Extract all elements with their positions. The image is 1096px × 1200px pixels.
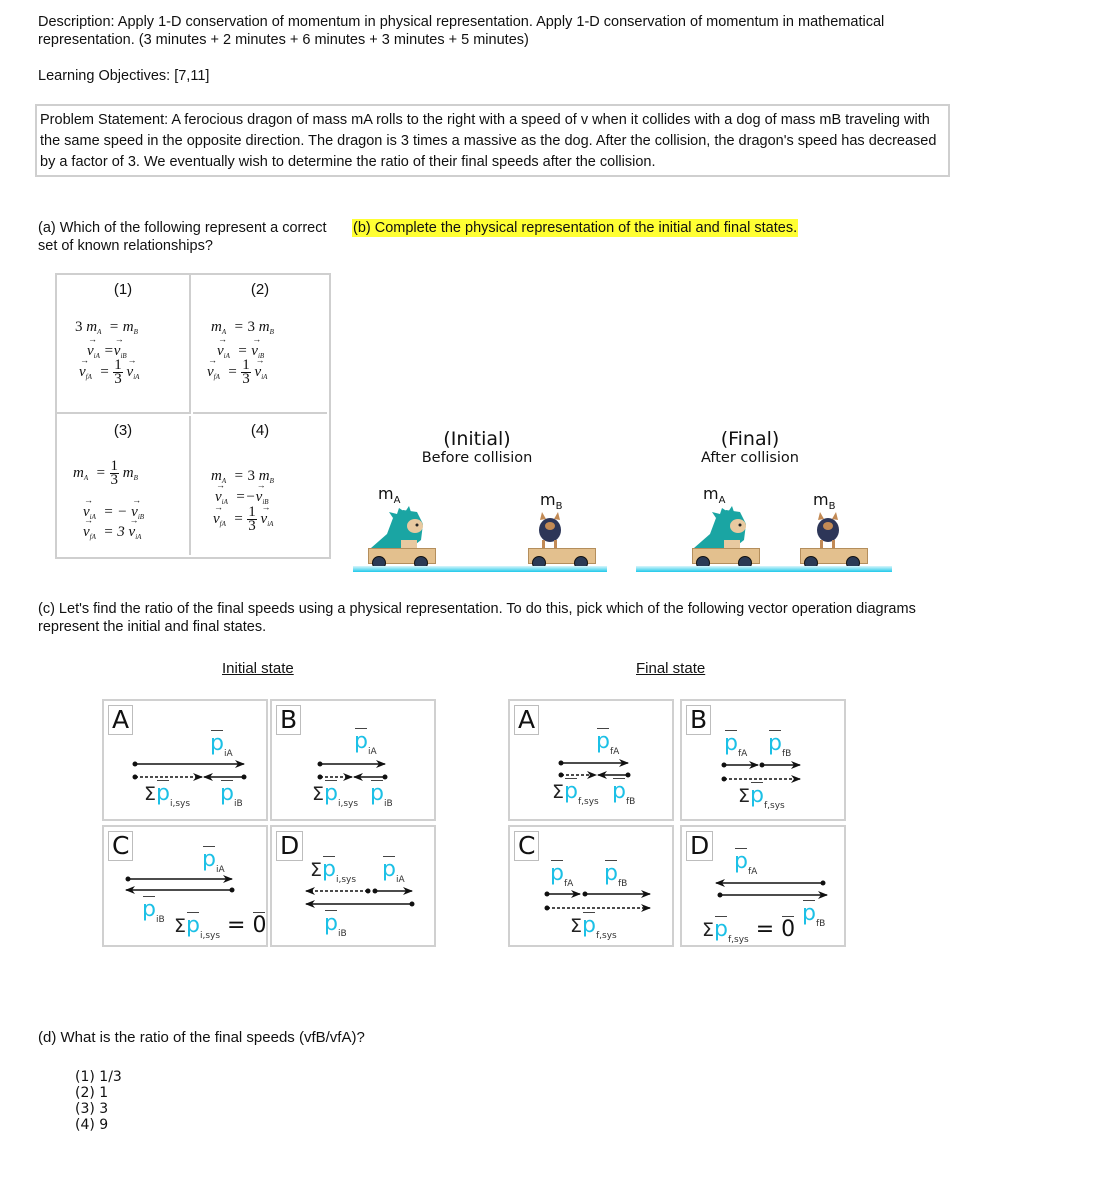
final-track bbox=[636, 566, 892, 572]
momentum-label-b: $p_{fB}$ bbox=[604, 861, 628, 889]
final-diagram-b[interactable] bbox=[680, 699, 846, 821]
momentum-sum-label: $\Sigma p_{f,sys}$ bbox=[570, 913, 617, 941]
option-label: (3) bbox=[113, 422, 133, 439]
relationship-option-4[interactable] bbox=[193, 416, 327, 555]
initial-mass-b-label: $m_B$ bbox=[540, 490, 563, 513]
relationship-option-1[interactable] bbox=[57, 275, 191, 414]
momentum-label-b: $p_{fB}$ bbox=[802, 901, 826, 929]
learning-objectives: Learning Objectives: [7,11] bbox=[38, 68, 210, 84]
equation-velocity-final: → $v_{fA}$ = $\frac{1}{3}$ → $v_{iA}$ bbox=[207, 359, 267, 386]
initial-subtitle: Before collision bbox=[421, 450, 533, 466]
final-state-panel bbox=[636, 428, 864, 466]
momentum-label-b: $p_{iB}$ bbox=[220, 781, 243, 809]
equation-velocity-final: → $v_{fA}$ = $\frac{1}{3}$ → $v_{iA}$ bbox=[213, 506, 273, 533]
momentum-label-b: $p_{fB}$ bbox=[612, 779, 636, 807]
diagram-letter: B bbox=[276, 705, 301, 735]
dog-icon bbox=[530, 512, 570, 552]
relationship-option-2[interactable] bbox=[193, 275, 327, 414]
final-state-heading: Final state bbox=[636, 660, 706, 677]
option-label: (1) bbox=[113, 281, 133, 298]
diagram-letter: A bbox=[108, 705, 133, 735]
equation-velocity-initial: → $v_{iA}$ =−→ $v_{iB}$ bbox=[215, 489, 269, 506]
final-diagram-d[interactable] bbox=[680, 825, 846, 947]
part-c-question: (c) Let's find the ratio of the final speeds using a physical representation. To do this, pick which of the following vector operation diagrams represent the initial and final states. bbox=[38, 601, 916, 635]
momentum-label-a: $p_{iA}$ bbox=[382, 857, 405, 885]
equation-velocity-initial: → $v_{iA}$ = → $v_{iB}$ bbox=[217, 343, 264, 360]
answer-option-1[interactable]: (1) 1/3 bbox=[75, 1069, 122, 1085]
initial-diagram-c[interactable] bbox=[102, 825, 268, 947]
momentum-sum-label: $\Sigma p_{i,sys}$ bbox=[310, 857, 357, 885]
momentum-label-a: $p_{iA}$ bbox=[202, 847, 225, 875]
momentum-label-a: $p_{fA}$ bbox=[596, 729, 620, 757]
option-label: (2) bbox=[250, 281, 270, 298]
diagram-letter: C bbox=[514, 831, 539, 861]
final-title: (Final) bbox=[720, 428, 780, 450]
momentum-sum-label: $\Sigma p_{f,sys} = 0$ bbox=[702, 917, 796, 945]
equation-mass: 3 $m_A = m_B$ bbox=[75, 319, 138, 336]
option-label: (4) bbox=[250, 422, 270, 439]
part-d-question: (d) What is the ratio of the final speeds (vfB/vfA)? bbox=[38, 1029, 365, 1046]
dog-icon bbox=[808, 512, 848, 552]
part-b-question: (b) Complete the physical representation of the initial and final states. bbox=[353, 220, 798, 236]
answer-option-3[interactable]: (3) 3 bbox=[75, 1101, 109, 1117]
equation-mass: $m_A = 3$ $m_B$ bbox=[211, 468, 274, 485]
diagram-letter: D bbox=[276, 831, 303, 861]
momentum-sum-label: $\Sigma p_{i,sys}$ bbox=[312, 781, 359, 809]
diagram-letter: B bbox=[686, 705, 711, 735]
final-mass-a-label: $m_A$ bbox=[703, 484, 726, 507]
momentum-sum-label: $\Sigma p_{f,sys}$ bbox=[552, 779, 599, 807]
equation-velocity-final: → $v_{fA}$ = $\frac{1}{3}$ → $v_{iA}$ bbox=[79, 359, 139, 386]
initial-diagram-b[interactable] bbox=[270, 699, 436, 821]
initial-state-panel bbox=[352, 428, 602, 466]
diagram-letter: D bbox=[686, 831, 713, 861]
momentum-sum-label: $\Sigma p_{i,sys}$ bbox=[144, 781, 191, 809]
momentum-label-b: $p_{iB}$ bbox=[370, 781, 393, 809]
relationships-table bbox=[55, 273, 331, 559]
final-diagram-c[interactable] bbox=[508, 825, 674, 947]
initial-track bbox=[353, 566, 607, 572]
equation-velocity-initial: → $v_{iA}$ = − → $v_{iB}$ bbox=[83, 504, 144, 521]
momentum-sum-label: $\Sigma p_{f,sys}$ bbox=[738, 783, 785, 811]
problem-statement-text: A ferocious dragon of mass mA rolls to the right with a speed of v when it collides with a dog of mass mB traveling with the same speed in the opposite direction. The dragon is 3 times a massive as the dog. After the collision, the dragon's speed has decreased by a factor of 3. We eventually wish to determine the ratio of their final speeds after the collision. bbox=[40, 112, 937, 170]
momentum-label-a: $p_{iA}$ bbox=[354, 729, 377, 757]
diagram-letter: A bbox=[514, 705, 539, 735]
problem-statement-label: Problem Statement: bbox=[40, 112, 169, 128]
part-a-question: (a) Which of the following represent a correct set of known relationships? bbox=[38, 220, 327, 254]
diagram-letter: C bbox=[108, 831, 133, 861]
final-diagram-a[interactable] bbox=[508, 699, 674, 821]
answer-option-2[interactable]: (2) 1 bbox=[75, 1085, 109, 1101]
final-mass-b-label: $m_B$ bbox=[813, 490, 836, 513]
equation-velocity-final: → $v_{fA} = 3 \to v_{iA}$ bbox=[83, 524, 141, 541]
part-d-options bbox=[75, 1069, 122, 1133]
problem-statement-box bbox=[35, 104, 950, 177]
description-text: Description: Apply 1-D conservation of momentum in physical representation. Apply 1-D conservation of momentum in mathematical representation. (3 minutes + 2 minutes + 6 minutes + 3 minutes + 5 minutes) bbox=[38, 14, 885, 48]
equation-velocity-initial: → $v_{iA} =\to v_{iB}$ bbox=[87, 343, 127, 360]
relationship-option-3[interactable] bbox=[57, 416, 191, 555]
answer-option-4[interactable]: (4) 9 bbox=[75, 1117, 109, 1133]
momentum-label-b: $p_{fB}$ bbox=[768, 731, 792, 759]
initial-state-heading: Initial state bbox=[222, 660, 294, 677]
momentum-label-a: $p_{iA}$ bbox=[210, 731, 233, 759]
equation-mass: $m_A = 3$ $m_B$ bbox=[211, 319, 274, 336]
momentum-label-b: $p_{iB}$ bbox=[142, 897, 165, 925]
final-subtitle: After collision bbox=[700, 450, 799, 466]
momentum-label-a: $p_{fA}$ bbox=[734, 849, 758, 877]
momentum-label-a: $p_{fA}$ bbox=[550, 861, 574, 889]
initial-diagram-d[interactable] bbox=[270, 825, 436, 947]
momentum-label-b: $p_{iB}$ bbox=[324, 911, 347, 939]
initial-mass-a-label: $m_A$ bbox=[378, 484, 401, 507]
momentum-label-a: $p_{fA}$ bbox=[724, 731, 748, 759]
momentum-sum-label: $\Sigma p_{i,sys} = 0$ bbox=[174, 913, 267, 941]
initial-diagram-a[interactable] bbox=[102, 699, 268, 821]
equation-mass: $m_A$ = $\frac{1}{3}$ $m_B$ bbox=[73, 458, 138, 488]
initial-title: (Initial) bbox=[443, 428, 511, 450]
